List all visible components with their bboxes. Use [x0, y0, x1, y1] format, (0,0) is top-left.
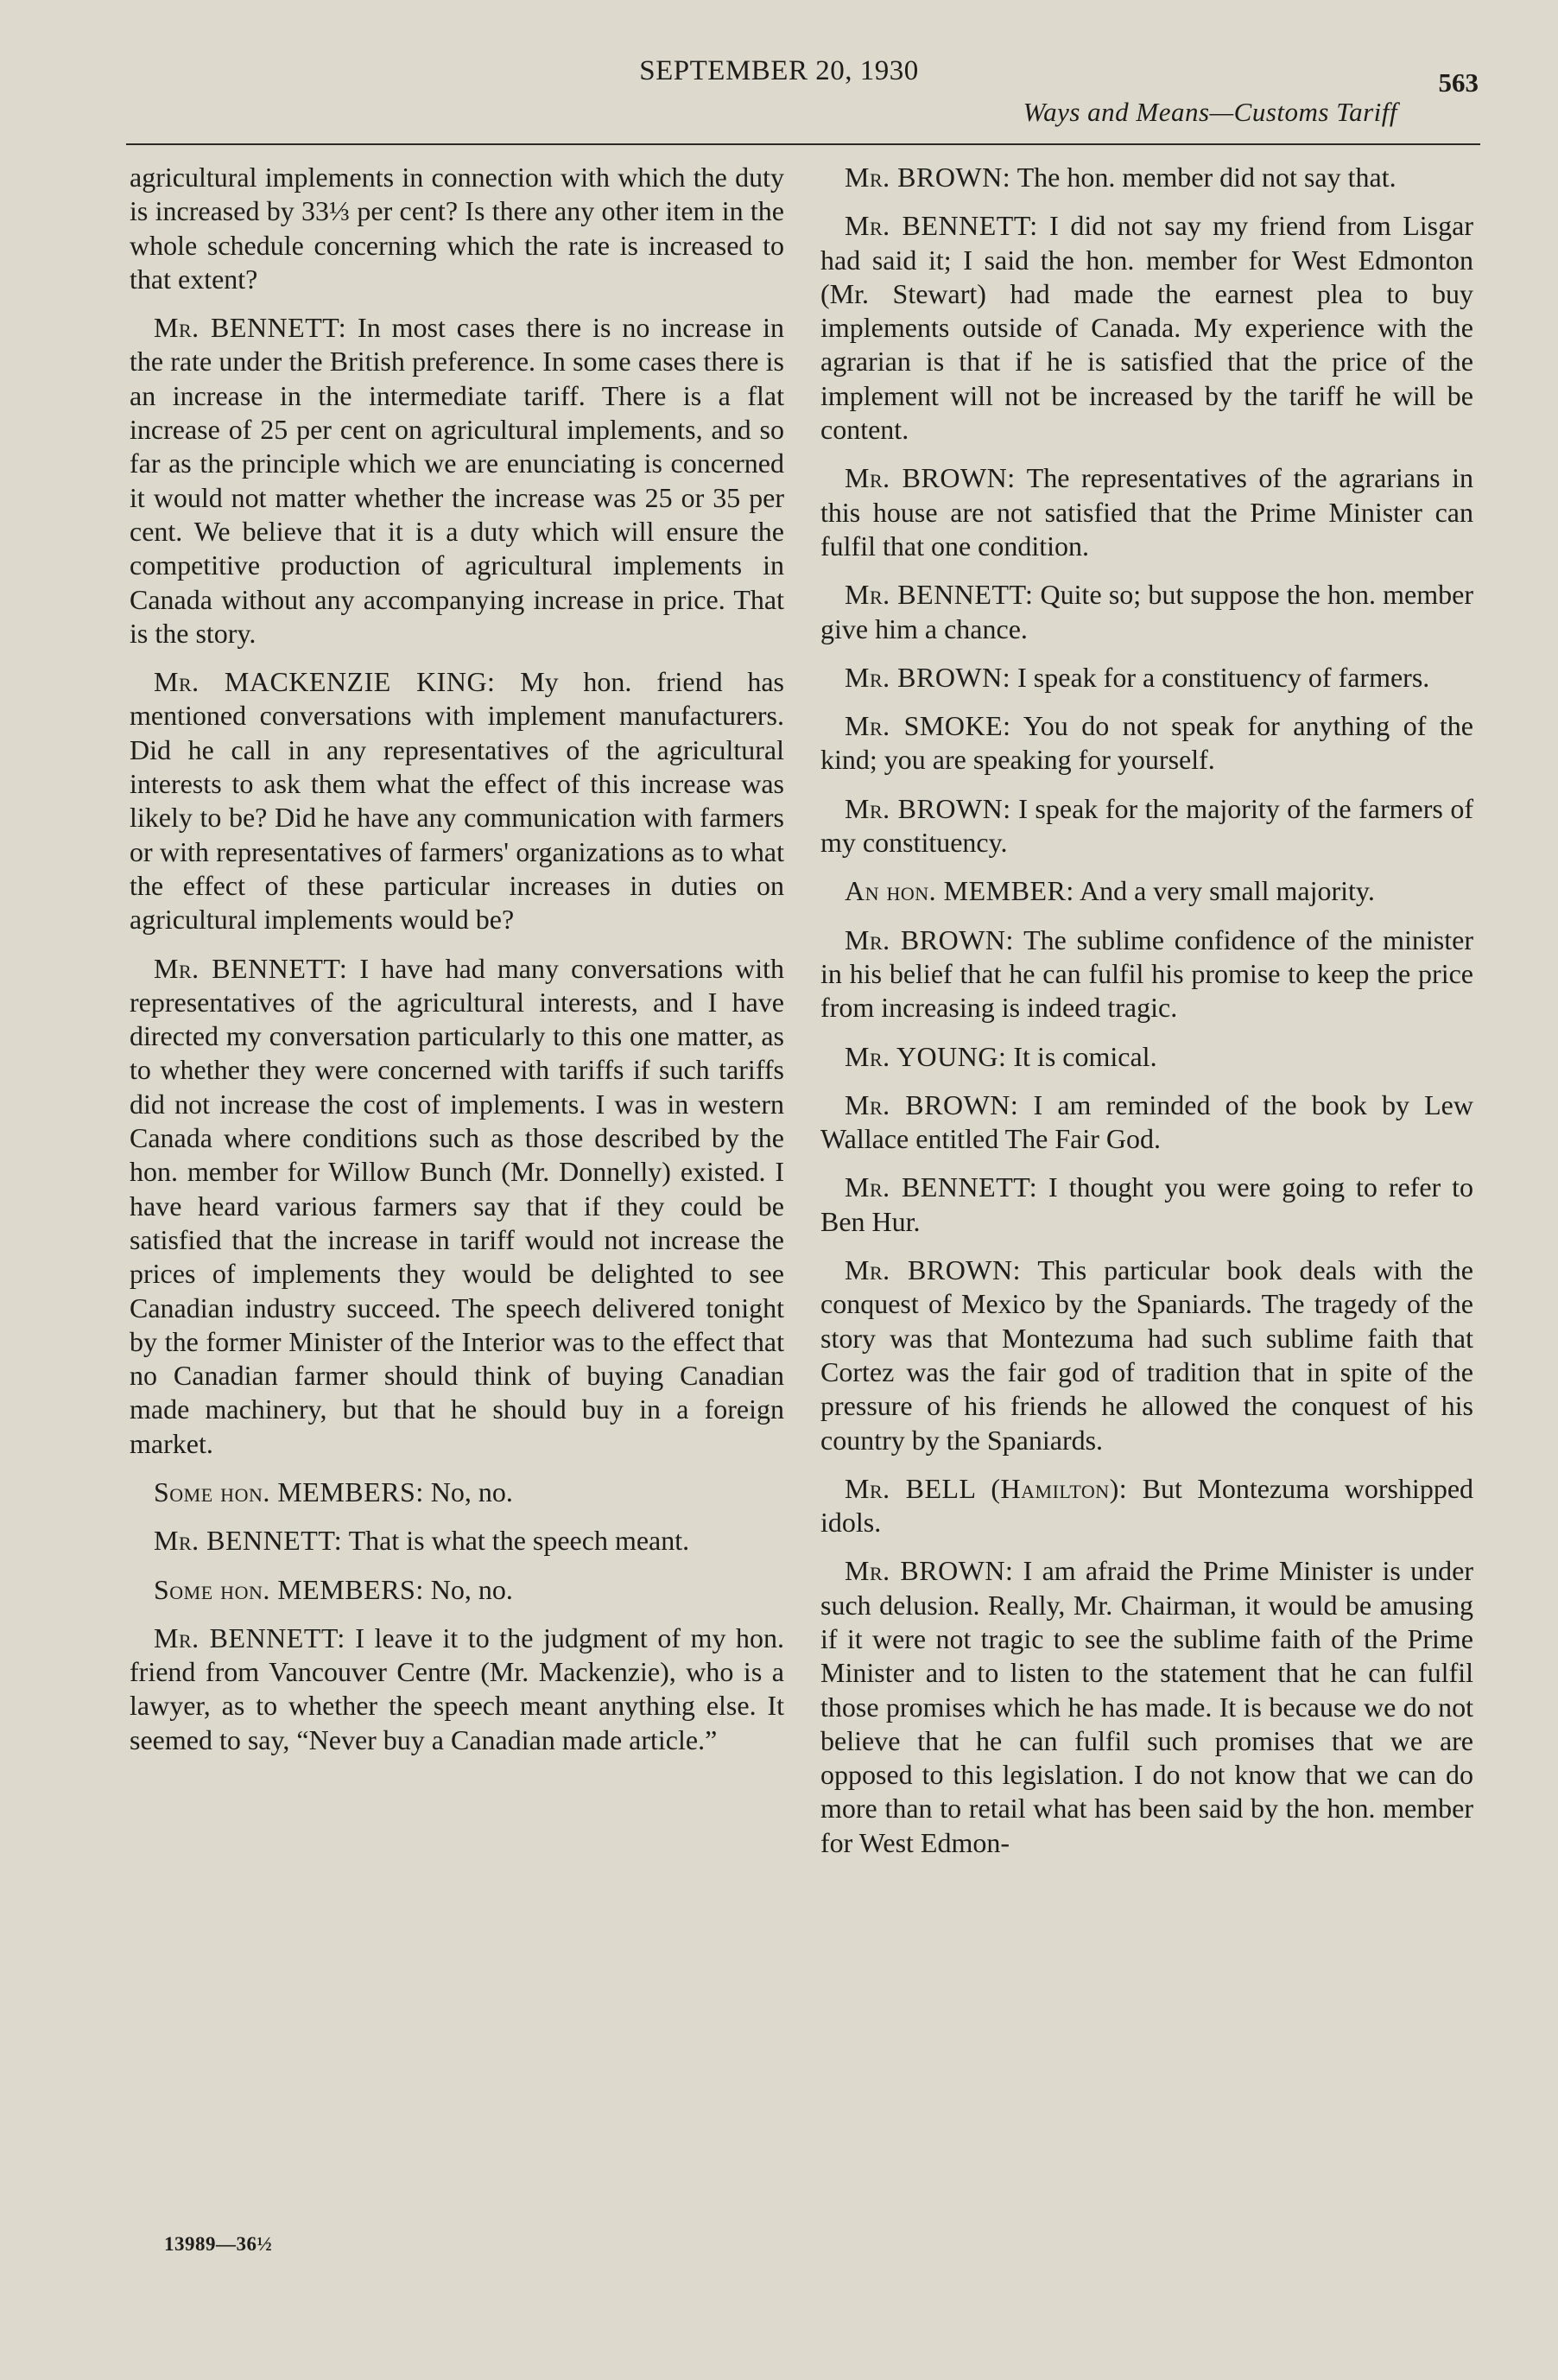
paragraph	[130, 311, 784, 651]
paragraph	[820, 1040, 1473, 1074]
page-date: SEPTEMBER 20, 1930	[639, 55, 919, 86]
paragraph-text: I speak for a constituency of farmers.	[1017, 661, 1430, 693]
paragraph-text: I have had many conversations with representatives of the agricultural interests, and I have directed my conversation particularly to this one matter, as to whether they were concerned with tariffs if such tariffs did not increase the cost of implements. I was in western Canada where conditions such as those described by the hon. member for Willow Bunch (Mr. Donnelly) existed. I have heard various farmers say that if they could be satisfied that the increase in tariff would not increase the prices of implements they would be delighted to see Canadian industry succeed. The speech delivered tonight by the former Minister of the Interior was to the effect that no Canadian farmer should think of buying Canadian made machinery, but that he should buy in a foreign market.	[130, 952, 784, 1459]
paragraph-text: No, no.	[430, 1476, 513, 1507]
speaker: Mr. BROWN:	[845, 923, 1014, 955]
speaker: Mr. BROWN:	[845, 462, 1016, 494]
paragraph	[130, 1573, 784, 1607]
speaker: Some hon. MEMBERS:	[154, 1476, 424, 1507]
speaker: Mr. BENNETT:	[845, 210, 1038, 242]
speaker: Mr. BENNETT:	[154, 1525, 343, 1557]
speaker: Mr. SMOKE:	[845, 710, 1011, 742]
paragraph-text: In most cases there is no increase in the rate under the British preference. In some cases there is an increase in the intermediate tariff. There is a flat increase of 25 per cent on agricultural implements, and so far as the principle which we are enunciating is concerned it would not matter whether the increase was 25 or 35 per cent. We believe that it is a duty which will ensure the competitive production of agricultural implements in Canada without any accompanying increase in price. That is the story.	[130, 312, 784, 649]
paragraph-text: I speak for the majority of the farmers of my constituency.	[820, 792, 1473, 859]
paragraph	[820, 461, 1473, 563]
paragraph	[820, 1088, 1473, 1157]
paragraph-text: The sublime confidence of the minister in his belief that he can fulfil his promise to keep the price from increasing is indeed tragic.	[820, 923, 1474, 1024]
speaker: Mr. MACKENZIE KING:	[154, 666, 496, 698]
paragraph	[820, 709, 1473, 777]
speaker: Mr. BROWN:	[845, 792, 1011, 824]
paragraph	[130, 1524, 784, 1558]
paragraph	[820, 1253, 1473, 1457]
paragraph	[820, 1171, 1473, 1239]
speaker: Mr. BROWN:	[845, 1555, 1014, 1587]
paragraph-text: This particular book deals with the conquest of Mexico by the Spaniards. The tragedy of the story was that Montezuma had such sublime faith that Cortez was the fair god of tradition that in spite of the pressure of his friends he allowed the conquest of his country by the Spaniards.	[820, 1254, 1473, 1456]
page-number: 563	[1438, 67, 1479, 98]
paragraph	[820, 1554, 1473, 1860]
paragraph-text: My hon. friend has mentioned conversations with implement manufacturers. Did he call in any representatives of the agricultural interests to ask them what the effect of this increase was likely to be? Did he have any communication with farmers or with representatives of farmers' organizations as to what the effect of these particular increases in duties on agricultural implements would be?	[130, 666, 785, 936]
speaker: Mr. YOUNG:	[845, 1040, 1007, 1072]
speaker: Mr. BELL (Hamilton):	[845, 1472, 1128, 1504]
paragraph-text: Quite so; but suppose the hon. member give him a chance.	[820, 579, 1473, 644]
paragraph-text: I did not say my friend from Lisgar had said it; I said the hon. member for West Edmonton (Mr. Stewart) had made the earnest plea to buy implements outside of Canada. My experience with the agrarian is that if he is satisfied that the price of the implement will not be increased by the tariff he will be content.	[820, 210, 1473, 446]
speaker: Mr. BENNETT:	[845, 1171, 1038, 1203]
paragraph-text: But Montezuma worshipped idols.	[820, 1472, 1474, 1539]
paragraph-text: That is what the speech meant.	[348, 1525, 690, 1557]
paragraph	[820, 209, 1473, 447]
paragraph-text: No, no.	[430, 1573, 513, 1605]
paragraph	[820, 1472, 1473, 1540]
speaker: Mr. BENNETT:	[154, 952, 348, 984]
printer-signature: 13989—36½	[164, 2233, 273, 2255]
speaker: Mr. BROWN:	[845, 162, 1011, 193]
speaker: Mr. BENNETT:	[154, 312, 347, 344]
speaker: Mr. BENNETT:	[154, 1622, 345, 1653]
paragraph	[820, 578, 1473, 646]
left-column	[130, 161, 784, 1772]
paragraph-text: And a very small majority.	[1079, 875, 1375, 907]
paragraph-text: I leave it to the judgment of my hon. friend from Vancouver Centre (Mr. Mackenzie), who is a lawyer, as to whether the speech meant anything else. It seemed to say, “Never buy a Canadian made article.”	[130, 1622, 784, 1755]
speaker: Mr. BROWN:	[845, 1088, 1019, 1120]
paragraph	[130, 161, 784, 296]
paragraph-text: I am afraid the Prime Minister is under such delusion. Really, Mr. Chairman, it would be amusing if it were not tragic to see the sublime faith of the Prime Minister and to listen to the statement that he can fulfil those promises which he has made. It is because we do not believe that he can fulfil such promises that we are opposed to this legislation. I do not know that we can do more than to retail what has been said by the hon. member for West Edmon-	[820, 1555, 1473, 1858]
speaker: Mr. BROWN:	[845, 1254, 1022, 1286]
paragraph-text: You do not speak for anything of the kind; you are speaking for yourself.	[820, 710, 1473, 776]
paragraph	[820, 874, 1473, 908]
paragraph-text: The representatives of the agrarians in this house are not satisfied that the Prime Minister can fulfil that one condition.	[820, 462, 1474, 562]
paragraph-text: agricultural implements in connection with which the duty is increased by 33⅓ per cent? Is there any other item in the whole schedule concerning which the rate is increased to that extent?	[130, 162, 784, 295]
speaker: Mr. BROWN:	[845, 661, 1011, 693]
paragraph	[820, 661, 1473, 695]
paragraph-text: I am reminded of the book by Lew Wallace entitled The Fair God.	[820, 1088, 1473, 1155]
speaker: An hon. MEMBER:	[845, 875, 1074, 907]
paragraph-text: The hon. member did not say that.	[1016, 162, 1396, 193]
speaker: Some hon. MEMBERS:	[154, 1573, 424, 1605]
speaker: Mr. BENNETT:	[845, 579, 1034, 611]
header-rule	[126, 143, 1480, 145]
paragraph	[820, 792, 1473, 860]
paragraph	[130, 1476, 784, 1509]
paragraph	[820, 161, 1473, 194]
paragraph	[820, 923, 1473, 1025]
page-subtitle: Ways and Means—Customs Tariff	[1023, 97, 1397, 127]
paragraph	[130, 1622, 784, 1757]
paragraph	[130, 665, 784, 936]
right-column	[820, 161, 1473, 1875]
paragraph-text: It is comical.	[1013, 1040, 1157, 1072]
paragraph	[130, 952, 784, 1461]
paragraph-text: I thought you were going to refer to Ben Hur.	[820, 1171, 1473, 1237]
